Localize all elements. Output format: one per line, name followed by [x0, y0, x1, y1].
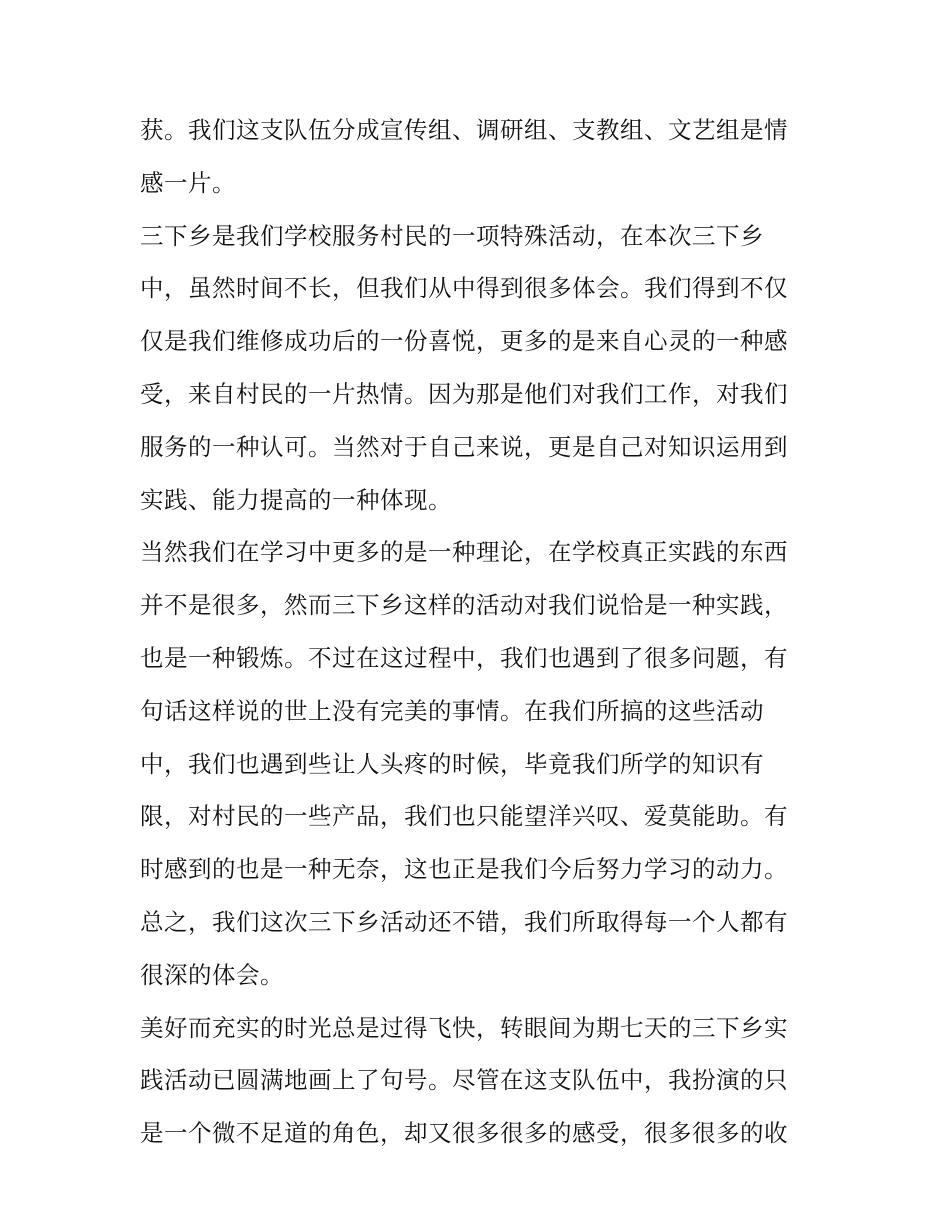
text-line: 也是一种锻炼。不过在这过程中，我们也遇到了很多问题，有	[140, 643, 788, 672]
text-line: 很深的体会。	[140, 960, 284, 989]
text-line: 服务的一种认可。当然对于自己来说，更是自己对知识运用到	[140, 432, 788, 461]
text-line: 限，对村民的一些产品，我们也只能望洋兴叹、爱莫能助。有	[140, 802, 788, 831]
text-line: 践活动已圆满地画上了句号。尽管在这支队伍中，我扮演的只	[140, 1066, 788, 1095]
text-line: 并不是很多，然而三下乡这样的活动对我们说恰是一种实践，	[140, 591, 788, 620]
text-line: 美好而充实的时光总是过得飞快，转眼间为期七天的三下乡实	[140, 1013, 788, 1042]
text-line: 受，来自村民的一片热情。因为那是他们对我们工作，对我们	[140, 379, 788, 408]
text-line: 仅是我们维修成功后的一份喜悦，更多的是来自心灵的一种感	[140, 327, 788, 356]
text-line: 实践、能力提高的一种体现。	[140, 485, 452, 514]
text-line: 三下乡是我们学校服务村民的一项特殊活动，在本次三下乡	[140, 221, 764, 250]
text-line: 当然我们在学习中更多的是一种理论，在学校真正实践的东西	[140, 538, 788, 567]
text-line: 感一片。	[140, 168, 236, 197]
body-text	[140, 104, 820, 1160]
text-line: 总之，我们这次三下乡活动还不错，我们所取得每一个人都有	[140, 907, 788, 936]
text-line: 获。我们这支队伍分成宣传组、调研组、支教组、文艺组是情	[140, 116, 788, 144]
text-line: 时感到的也是一种无奈，这也正是我们今后努力学习的动力。	[140, 855, 788, 884]
text-line: 中，虽然时间不长，但我们从中得到很多体会。我们得到不仅	[140, 274, 788, 303]
text-line: 中，我们也遇到些让人头疼的时候，毕竟我们所学的知识有	[140, 749, 764, 778]
text-line: 句话这样说的世上没有完美的事情。在我们所搞的这些活动	[140, 696, 764, 725]
text-line: 是一个微不足道的角色，却又很多很多的感受，很多很多的收	[140, 1119, 788, 1148]
